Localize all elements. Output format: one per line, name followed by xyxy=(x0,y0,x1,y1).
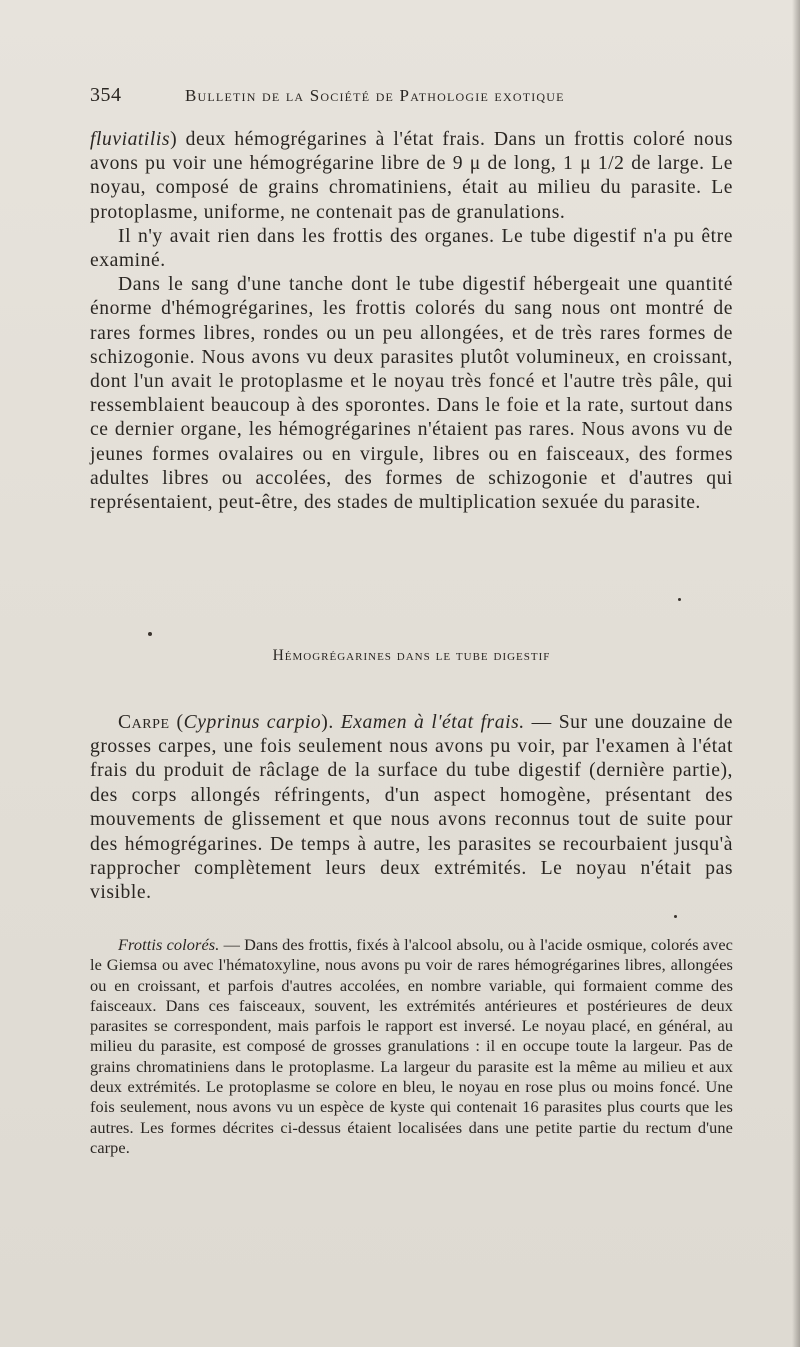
ink-speck xyxy=(674,915,677,918)
page-header xyxy=(90,84,730,110)
ink-speck xyxy=(148,632,152,636)
section-1-body xyxy=(90,128,733,515)
fresh-exam-subtitle: Examen à l'état frais. xyxy=(340,711,525,733)
page-number: 354 xyxy=(90,84,122,106)
section-2-body xyxy=(90,691,733,925)
paragraph-1 xyxy=(90,128,733,225)
paragraph-5-text: — Dans des frottis, fixés à l'alcool absolu, ou à l'acide osmique, colorés avec le Giemsa ou avec l'hématoxyline, nous avons pu voir de rares hémogrégarines libres, allongées ou en croissant, et parfois d'autres accolées, en nombre variable, qui formaient comme des faisceaux. Dans ces faisceaux, souvent, les extrémités antérieures et postérieures de deux parasites se correspondent, mais parfois le rapport est inversé. Le noyau placé, en général, au milieu du parasite, est composé de grosses granulations : il en occupe toute la largeur. Pas de grains chromatiniens dans le protoplasme. La largeur du parasite est la même au milieu et aux deux extrémités. Le protoplasme se colore en bleu, le noyau en rose plus ou moins foncé. Une fois seulement, nous avons vu un espèce de kyste qui contenait 16 parasites plus courts que les autres. Les formes décrites ci-dessus étaient localisées dans une petite partie du rectum d'une carpe. xyxy=(90,935,733,1157)
carpe-label: Carpe xyxy=(118,711,170,733)
paragraph-4: Carpe (Cyprinus carpio). Examen à l'état frais. — Sur une douzaine de grosses carpes, une fois seulement nous avons pu voir, par l'examen à l'état frais du produit de râclage de la surface du tube digestif (dernière partie), des corps allongés réfringents, d'un aspect homogène, présentant des mouvements de glissement et que nous avons reconnus tout de suite pour des hémogrégarines. De temps à autre, les parasites se recourbaient jusqu'à rapprocher complètement leurs deux extrémités. Le noyau n'était pas visible. xyxy=(90,711,733,904)
species-name: Cyprinus carpio xyxy=(183,711,322,733)
page-edge-shadow xyxy=(792,0,800,1347)
paragraph-1-italic: fluviatilis xyxy=(90,129,171,150)
paragraph-5 xyxy=(90,935,733,1158)
running-head: Bulletin de la Société de Pathologie exotique xyxy=(185,86,565,105)
paragraph-3: Dans le sang d'une tanche dont le tube digestif hébergeait une quantité énorme d'hémogrégarines, les frottis colorés du sang nous ont montré de rares formes libres, rondes ou un peu allongées, et de très rares formes de schizogonie. Nous avons vu deux parasites plutôt volumineux, en croissant, dont l'un avait le protoplasme et le noyau très foncé et l'autre très pâle, qui ressemblaient beaucoup à des sporontes. Dans le foie et la rate, surtout dans ce dernier organe, les hémogrégarines n'étaient pas rares. Nous avons vu de jeunes formes ovalaires ou en virgule, libres ou en faisceaux, des formes adultes libres ou accolées, des formes de schizogonie et d'autres qui représentaient, peut-être, des stades de multiplication sexuée du parasite. xyxy=(90,274,733,514)
section-3-body xyxy=(90,935,733,1158)
paragraph-1-text: ) deux hémogrégarines à l'état frais. Dans un frottis coloré nous avons pu voir une hémogrégarine libre de 9 μ de long, 1 μ 1/2 de large. Le noyau, composé de grains chromatiniens, était au milieu du parasite. Le protoplasme, uniforme, ne contenait pas de granulations. xyxy=(90,129,733,223)
paragraph-4-text: — Sur une douzaine de grosses carpes, une fois seulement nous avons pu voir, par l'examen à l'état frais du produit de râclage de la surface du tube digestif (dernière partie), des corps allongés réfringents, d'un aspect homogène, présentant des mouvements de glissement et que nous avons reconnus tout de suite pour des hémogrégarines. De temps à autre, les parasites se recourbaient jusqu'à rapprocher complètement leurs deux extrémités. Le noyau n'était pas visible. xyxy=(90,711,733,904)
section-title: Hémogrégarines dans le tube digestif xyxy=(272,647,551,664)
ink-speck xyxy=(678,598,681,601)
stained-smears-subtitle: Frottis colorés. xyxy=(118,935,220,954)
paragraph-2: Il n'y avait rien dans les frottis des organes. Le tube digestif n'a pu être examiné. xyxy=(90,225,733,272)
